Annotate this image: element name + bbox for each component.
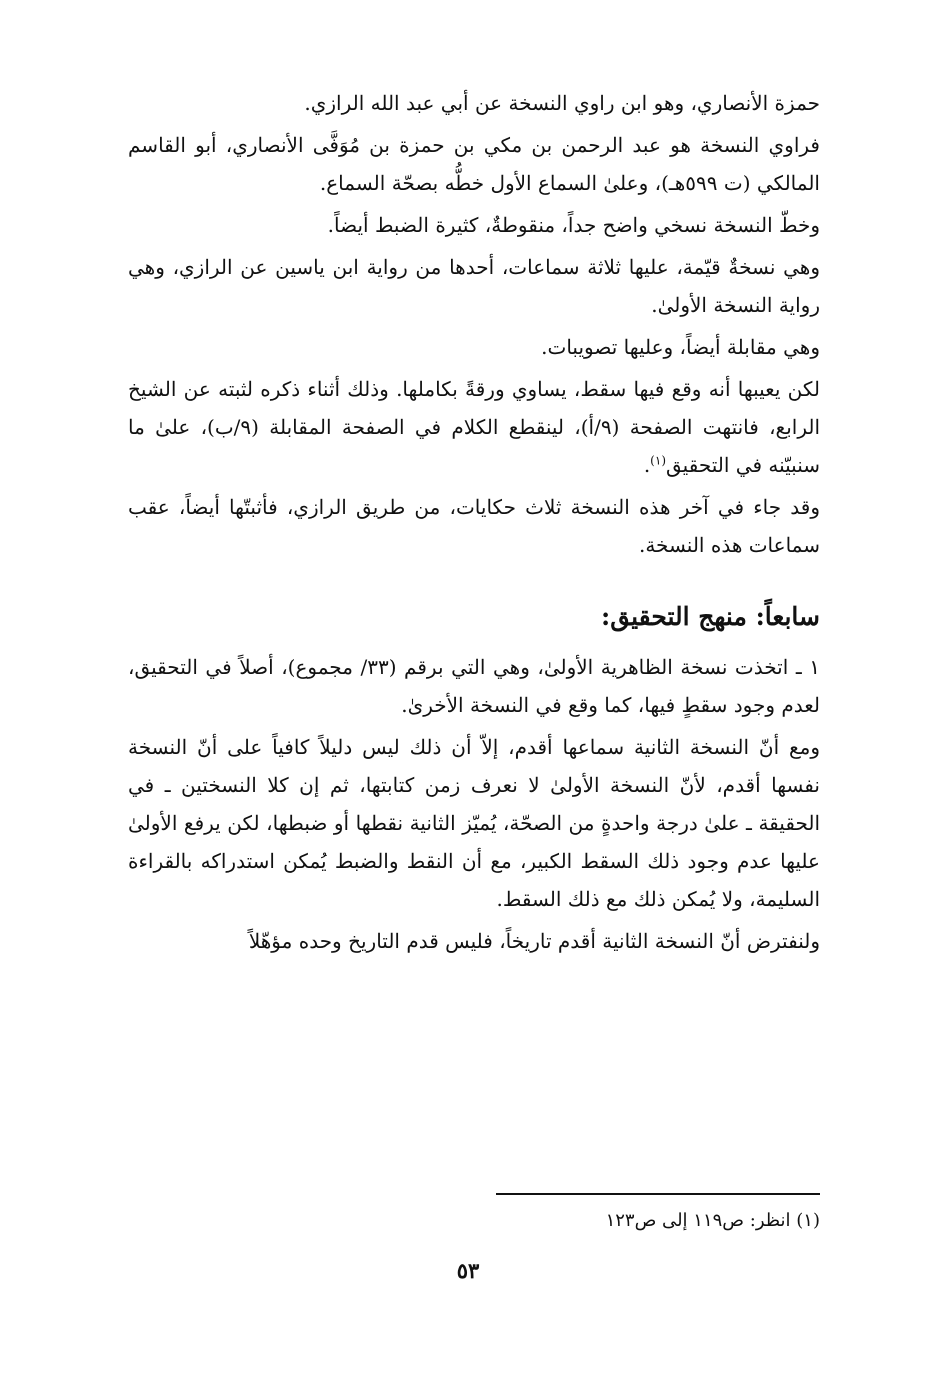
paragraph: فراوي النسخة هو عبد الرحمن بن مكي بن حمزة بن مُوَفَّى الأنصاري، أبو القاسم المالكي (ت ٥٩٩هـ)، وعلىٰ السماع الأول خطُّه بصحّة السماع.: [128, 133, 820, 195]
paragraph: وهي نسخةٌ قيّمة، عليها ثلاثة سماعات، أحدها من رواية ابن ياسين عن الرازي، وهي رواية النسخة الأولىٰ.: [128, 255, 820, 317]
paragraph: وقد جاء في آخر هذه النسخة ثلاث حكايات، من طريق الرازي، فأثبتّها أيضاً، عقب سماعات هذه النسخة.: [128, 495, 820, 557]
paragraph: ١ ـ اتخذت نسخة الظاهرية الأولىٰ، وهي التي برقم (٣٣/ مجموع)، أصلاً في التحقيق، لعدم وجود سقطٍ فيها، كما وقع في النسخة الأخرىٰ.: [128, 655, 820, 717]
main-text: [128, 84, 820, 964]
footnote-divider: [496, 1193, 820, 1195]
footnote-reference[interactable]: (١): [650, 453, 666, 468]
paragraph: ولنفترض أنّ النسخة الثانية أقدم تاريخاً، فليس قدم التاريخ وحده مؤهّلاً: [248, 929, 820, 953]
paragraph-end: .: [643, 453, 651, 477]
page-number: ٥٣: [456, 1258, 480, 1283]
paragraph: وخطّ النسخة نسخي واضح جداً، منقوطةٌ، كثيرة الضبط أيضاً.: [327, 213, 820, 237]
paragraph: وهي مقابلة أيضاً، وعليها تصويبات.: [541, 335, 820, 359]
paragraph-with-footnote: [128, 370, 820, 484]
footnote: (١) انظر: ص١١٩ إلى ص١٢٣: [605, 1210, 820, 1231]
paragraph: ومع أنّ النسخة الثانية سماعها أقدم، إلاّ أن ذلك ليس دليلاً كافياً على أنّ النسخة نفسها أقدم، لأنّ النسخة الأولىٰ لا نعرف زمن كتابتها، ثم إن كلا النسختين ـ في الحقيقة ـ علىٰ درجة واحدةٍ من الصحّة، يُميّز الثانية نقطها أو ضبطها، لكن يرفع الأولىٰ عليها عدم وجود ذلك السقط الكبير، مع أن النقط والضبط يُمكن استدراكه بالقراءة السليمة، ولا يُمكن ذلك مع ذلك السقط.: [128, 735, 820, 911]
paragraph: حمزة الأنصاري، وهو ابن راوي النسخة عن أبي عبد الله الرازي.: [304, 91, 820, 115]
section-heading: سابعاً: منهج التحقيق:: [601, 602, 820, 631]
paragraph-text: لكن يعيبها أنه وقع فيها سقط، يساوي ورقةً بكاملها. وذلك أثناء ذكره لثبته عن الشيخ الرابع، فانتهت الصفحة (٩/أ)، لينقطع الكلام في الصفحة المقابلة (٩/ب)، علىٰ ما سنبيّنه في التحقيق: [128, 377, 821, 477]
